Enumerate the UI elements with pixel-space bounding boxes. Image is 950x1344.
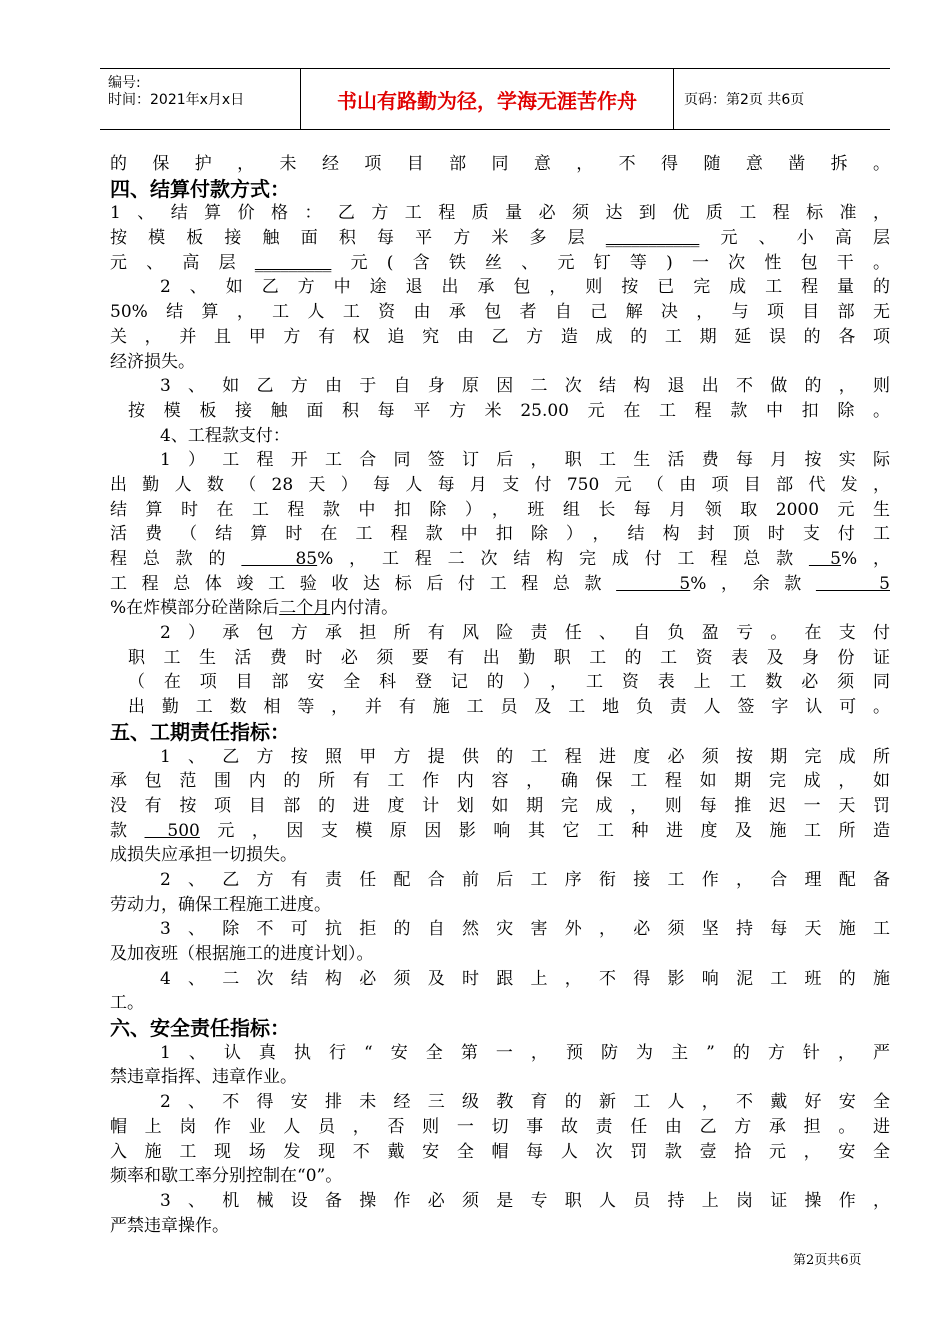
header-meta (100, 69, 300, 129)
number-label: 编号: (108, 75, 141, 91)
section-heading-6: 六、安全责任指标： (110, 1016, 290, 1041)
text-line: 1、乙方按照甲方提供的工程进度必须按期完成所 (160, 746, 890, 767)
text-line: 50%结算，工人工资由承包者自己解决，与项目部无 (110, 302, 890, 323)
text-line (110, 226, 890, 251)
text-segment: 程总款的 (110, 549, 242, 569)
text-line: 3、除不可抗拒的自然灾害外，必须坚持每天施工 (160, 919, 890, 940)
text-segment: 款 (110, 820, 145, 841)
text-line: 活费（结算时在工程款中扣除），结构封顶时支付工 (110, 524, 890, 545)
text-line: 的保护，未经项目部同意，不得随意凿拆。 (110, 154, 890, 174)
filled-value: 二个月 (279, 598, 331, 619)
text-line: 职工生活费时必须要有出勤职工的工资表及身份证 (128, 647, 890, 668)
text-line: 劳动力，确保工程施工进度。 (110, 894, 331, 915)
filled-value: 85 (241, 549, 318, 569)
text-line: （在项目部安全科登记的），工资表上工数必须同 (128, 672, 890, 693)
text-line: 2）承包方承担所有风险责任、自负盈亏。在支付 (160, 623, 890, 644)
text-line: 禁违章指挥、违章作业。 (110, 1067, 297, 1088)
text-line: 1）工程开工合同签订后，职工生活费每月按实际 (160, 450, 890, 471)
text-line: 出勤工数相等，并有施工员及工地负责人签字认可。 (128, 697, 890, 718)
document-body (110, 152, 890, 1238)
text-line: 出勤人数（28天）每人每月支付750元（由项目部代发， (110, 474, 890, 495)
header-page-info: 页码：第2页 共6页 (684, 92, 805, 108)
text-segment: %在炸模部分砼凿除后 (110, 598, 280, 619)
filled-value: 5 (616, 573, 691, 594)
filled-value: 500 (144, 820, 200, 841)
page-header (100, 68, 890, 130)
text-line: 成损失应承担一切损失。 (110, 845, 297, 866)
time-label: 时间：2021年x月x日 (108, 92, 245, 108)
section-heading-5: 五、工期责任指标： (110, 719, 290, 744)
text-line (110, 819, 890, 844)
text-segment: 元、高层 (110, 252, 255, 273)
text-segment: 工程总体竣工验收达标后付工程总款 (110, 573, 617, 594)
text-line: 3、如乙方由于自身原因二次结构退出不做的，则 (160, 376, 890, 397)
text-line: 经济损失。 (110, 351, 195, 372)
text-line (110, 596, 890, 621)
header-divider (673, 69, 674, 129)
text-line (110, 572, 890, 597)
text-line (110, 547, 890, 572)
filled-value: 5 (808, 549, 841, 569)
text-segment: 按模板接触面积每平方米多层 (110, 228, 606, 249)
text-line: 严禁违章操作。 (110, 1215, 229, 1236)
text-line: 按模板接触面积每平方米25.00元在工程款中扣除。 (128, 400, 890, 421)
text-line: 4、工程款支付： (160, 425, 290, 446)
text-segment: 元(含铁丝、元钉等)一次性包干。 (331, 252, 891, 273)
text-line: 承包范围内的所有工作内容，确保工程如期完成，如 (110, 771, 890, 792)
text-segment: 元，因支模原因影响其它工种进度及施工所造 (199, 820, 891, 841)
text-line: 1、认真执行“安全第一，预防为主”的方针，严 (160, 1042, 890, 1063)
text-segment: %， (841, 549, 890, 569)
text-line: 2、不得安排未经三级教育的新工人，不戴好安全 (160, 1092, 890, 1113)
text-line: 结算时在工程款中扣除），班组长每月领取2000元生 (110, 499, 890, 520)
text-line: 帽上岗作业人员，否则一切事故责任由乙方承担。进 (110, 1116, 890, 1137)
text-line: 频率和歇工率分别控制在“0”。 (110, 1166, 343, 1187)
blank-field: ___________ (605, 228, 700, 249)
text-segment: %，工程二次结构完成付工程总款 (317, 549, 809, 569)
text-line: 2、如乙方中途退出承包，则按已完成工程量的 (160, 277, 890, 298)
header-slogan: 书山有路勤为径，学海无涯苦作舟 (337, 88, 637, 113)
text-line: 及加夜班（根据施工的进度计划）。 (110, 944, 374, 964)
text-line: 关，并且甲方有权追究由乙方造成的工期延误的各项 (110, 326, 890, 347)
blank-field: _________ (254, 252, 332, 273)
text-line (110, 251, 890, 276)
text-line: 2、乙方有责任配合前后工序衔接工作，合理配备 (160, 869, 890, 890)
text-line: 4、二次结构必须及时跟上，不得影响泥工班的施 (160, 968, 890, 989)
text-line: 入施工现场发现不戴安全帽每人次罚款壹拾元，安全 (110, 1141, 890, 1162)
text-segment: 元、小高层 (699, 228, 891, 249)
page-footer: 第2页共6页 (793, 1253, 862, 1268)
text-segment: %，余款 (690, 573, 816, 594)
section-heading-4: 四、结算付款方式： (110, 176, 290, 201)
text-line: 1、结算价格：乙方工程质量必须达到优质工程标准， (110, 203, 890, 224)
filled-value: 5 (815, 573, 890, 594)
text-segment: 内付清。 (330, 598, 399, 619)
text-line: 3、机械设备操作必须是专职人员持上岗证操作， (160, 1190, 890, 1211)
text-line: 没有按项目部的进度计划如期完成，则每推迟一天罚 (110, 795, 890, 816)
text-line: 工。 (110, 993, 144, 1014)
